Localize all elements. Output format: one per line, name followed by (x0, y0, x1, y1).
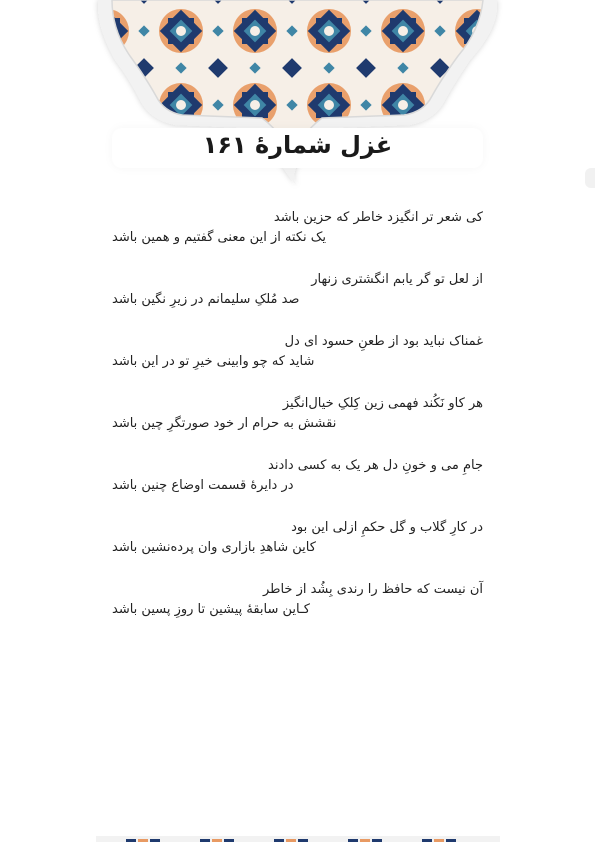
couplet-first-hemistich: غمناک نباید بود از طعنِ حسود ای دل (284, 334, 483, 349)
bottom-ornament (0, 826, 595, 842)
couplet-first-hemistich: در کارِ گلاب و گل حکمِ ازلی این بود (291, 520, 483, 535)
couplet (112, 580, 483, 642)
couplet-second-hemistich: کـاین سابقهٔ پیشین تا روزِ پسین باشد (112, 602, 310, 617)
couplet (112, 332, 483, 394)
couplet-second-hemistich: کاین شاهدِ بازاری وان پرده‌نشین باشد (112, 540, 316, 555)
top-ornament (0, 0, 595, 200)
poem-body (112, 208, 483, 642)
couplet-second-hemistich: یک نکته از این معنی گفتیم و همین باشد (112, 230, 327, 245)
couplet (112, 394, 483, 456)
couplet-first-hemistich: از لعل تو گر یابم انگشتری زنهار (311, 272, 483, 287)
couplet (112, 518, 483, 580)
couplet-first-hemistich: جامِ می و خونِ دل هر یک به کسی دادند (268, 458, 483, 473)
edge-tab (585, 168, 595, 188)
couplet-second-hemistich: صد مُلکِ سلیمانم در زیرِ نگین باشد (112, 292, 300, 307)
couplet-first-hemistich: آن نیست که حافظ را رندی بِشُد از خاطر (262, 582, 483, 597)
couplet (112, 270, 483, 332)
couplet-first-hemistich: کی شعر تر انگیزد خاطر که حزین باشد (273, 210, 483, 225)
page-title: غزل شمارهٔ ۱۶۱ (202, 131, 393, 159)
couplet (112, 456, 483, 518)
couplet-first-hemistich: هر کاو نَکُند فهمی زین کِلکِ خیال‌انگیز (282, 396, 483, 411)
couplet-second-hemistich: در دایرهٔ قسمت اوضاع چنین باشد (112, 478, 294, 493)
couplet-second-hemistich: نقشش به حرام ار خود صورتگرِ چین باشد (112, 416, 337, 431)
couplet (112, 208, 483, 270)
couplet-second-hemistich: شاید که چو وابینی خیرِ تو در این باشد (112, 354, 315, 369)
